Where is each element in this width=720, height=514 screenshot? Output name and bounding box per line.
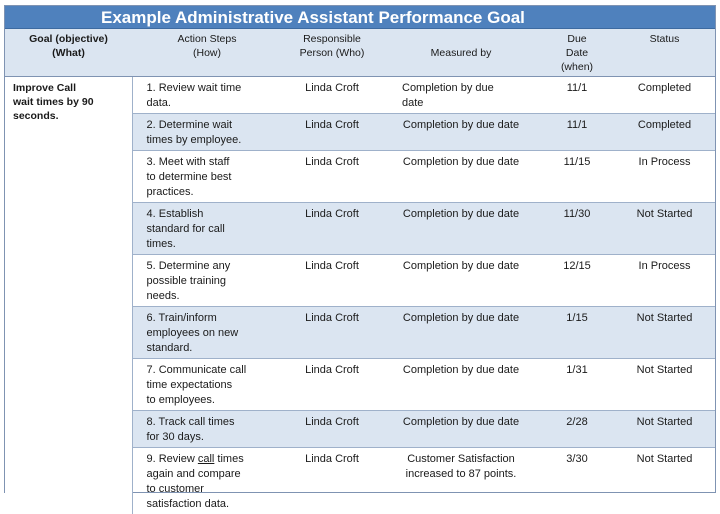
action-step — [132, 151, 282, 203]
action-step — [132, 448, 282, 514]
measured-line: Completion by due — [402, 81, 536, 96]
action-step — [132, 203, 282, 255]
due-date: 11/1 — [540, 114, 614, 151]
measured-by — [382, 359, 540, 411]
measured-line: Completion by due date — [386, 363, 536, 378]
status-text: Not Started — [614, 448, 715, 514]
due-date: 1/31 — [540, 359, 614, 411]
step-line: times by employee. — [147, 133, 279, 148]
header-due-line: (when) — [544, 60, 610, 74]
status-text: Not Started — [614, 411, 715, 448]
step-line: 2. Determine wait — [147, 118, 279, 133]
header-steps — [132, 29, 282, 77]
responsible-person: Linda Croft — [282, 411, 382, 448]
header-person — [282, 29, 382, 77]
goal-line: wait times by 90 — [13, 95, 128, 109]
header-due-line: Date — [544, 46, 610, 60]
step-line: 5. Determine any — [147, 259, 279, 274]
step-line: standard for call — [147, 222, 279, 237]
step-line: possible training — [147, 274, 279, 289]
table-row — [5, 77, 715, 114]
step-line: 6. Train/inform — [147, 311, 279, 326]
header-person-line: Person (Who) — [286, 46, 378, 60]
status-text: Not Started — [614, 307, 715, 359]
status-text: Not Started — [614, 359, 715, 411]
step-text: 9. Review — [147, 453, 198, 465]
measured-line: Completion by due date — [386, 311, 536, 326]
header-goal-line: (What) — [9, 46, 128, 60]
status-text: In Process — [614, 151, 715, 203]
measured-by — [382, 77, 540, 114]
header-row — [5, 29, 715, 77]
step-line: 7. Communicate call — [147, 363, 279, 378]
step-line: for 30 days. — [147, 430, 279, 445]
measured-line: date — [402, 96, 536, 111]
measured-by — [382, 411, 540, 448]
step-line: standard. — [147, 341, 279, 356]
measured-line: increased to 87 points. — [386, 467, 536, 482]
page-title: Example Administrative Assistant Performance Goal — [5, 6, 715, 29]
measured-by — [382, 255, 540, 307]
header-measured-line: Measured by — [386, 46, 536, 60]
header-goal — [5, 29, 132, 77]
step-text-underlined: call — [198, 453, 215, 465]
step-line: times. — [147, 237, 279, 252]
responsible-person: Linda Croft — [282, 151, 382, 203]
header-status-line: Status — [618, 32, 711, 46]
step-line: again and compare — [147, 467, 279, 482]
action-step — [132, 77, 282, 114]
step-line: employees on new — [147, 326, 279, 341]
goal-table — [5, 29, 715, 514]
due-date: 12/15 — [540, 255, 614, 307]
measured-line: Customer Satisfaction — [386, 452, 536, 467]
step-line: to customer — [147, 482, 279, 497]
responsible-person: Linda Croft — [282, 203, 382, 255]
goal-line: Improve Call — [13, 81, 128, 95]
responsible-person: Linda Croft — [282, 255, 382, 307]
responsible-person: Linda Croft — [282, 448, 382, 514]
action-step — [132, 255, 282, 307]
header-status — [614, 29, 715, 77]
header-steps-line: Action Steps — [136, 32, 278, 46]
measured-line: Completion by due date — [386, 207, 536, 222]
step-line: time expectations — [147, 378, 279, 393]
header-steps-line: (How) — [136, 46, 278, 60]
header-due-line: Due — [544, 32, 610, 46]
step-line: 8. Track call times — [147, 415, 279, 430]
measured-line: Completion by due date — [386, 259, 536, 274]
header-due — [540, 29, 614, 77]
step-line — [147, 452, 279, 467]
action-step — [132, 411, 282, 448]
measured-by — [382, 203, 540, 255]
measured-line: Completion by due date — [386, 155, 536, 170]
performance-goal-table-frame — [4, 5, 716, 493]
header-goal-line: Goal (objective) — [9, 32, 128, 46]
due-date: 11/30 — [540, 203, 614, 255]
goal-cell — [5, 77, 132, 514]
goal-line: seconds. — [13, 109, 128, 123]
step-line: 3. Meet with staff — [147, 155, 279, 170]
measured-by — [382, 114, 540, 151]
header-person-line: Responsible — [286, 32, 378, 46]
measured-by — [382, 307, 540, 359]
measured-line: Completion by due date — [386, 415, 536, 430]
measured-by — [382, 448, 540, 514]
due-date: 1/15 — [540, 307, 614, 359]
step-text: times — [214, 453, 243, 465]
measured-by — [382, 151, 540, 203]
responsible-person: Linda Croft — [282, 359, 382, 411]
due-date: 2/28 — [540, 411, 614, 448]
responsible-person: Linda Croft — [282, 114, 382, 151]
step-line: to employees. — [147, 393, 279, 408]
responsible-person: Linda Croft — [282, 77, 382, 114]
action-step — [132, 359, 282, 411]
status-text: Completed — [614, 77, 715, 114]
step-line: practices. — [147, 185, 279, 200]
step-line: to determine best — [147, 170, 279, 185]
measured-line: Completion by due date — [386, 118, 536, 133]
status-text: In Process — [614, 255, 715, 307]
header-measured — [382, 29, 540, 77]
step-line: 4. Establish — [147, 207, 279, 222]
due-date: 11/15 — [540, 151, 614, 203]
status-text: Completed — [614, 114, 715, 151]
step-line: 1. Review wait time — [147, 81, 279, 96]
status-text: Not Started — [614, 203, 715, 255]
step-line: data. — [147, 96, 279, 111]
due-date: 11/1 — [540, 77, 614, 114]
responsible-person: Linda Croft — [282, 307, 382, 359]
step-line: satisfaction data. — [147, 497, 279, 512]
action-step — [132, 114, 282, 151]
due-date: 3/30 — [540, 448, 614, 514]
step-line: needs. — [147, 289, 279, 304]
action-step — [132, 307, 282, 359]
